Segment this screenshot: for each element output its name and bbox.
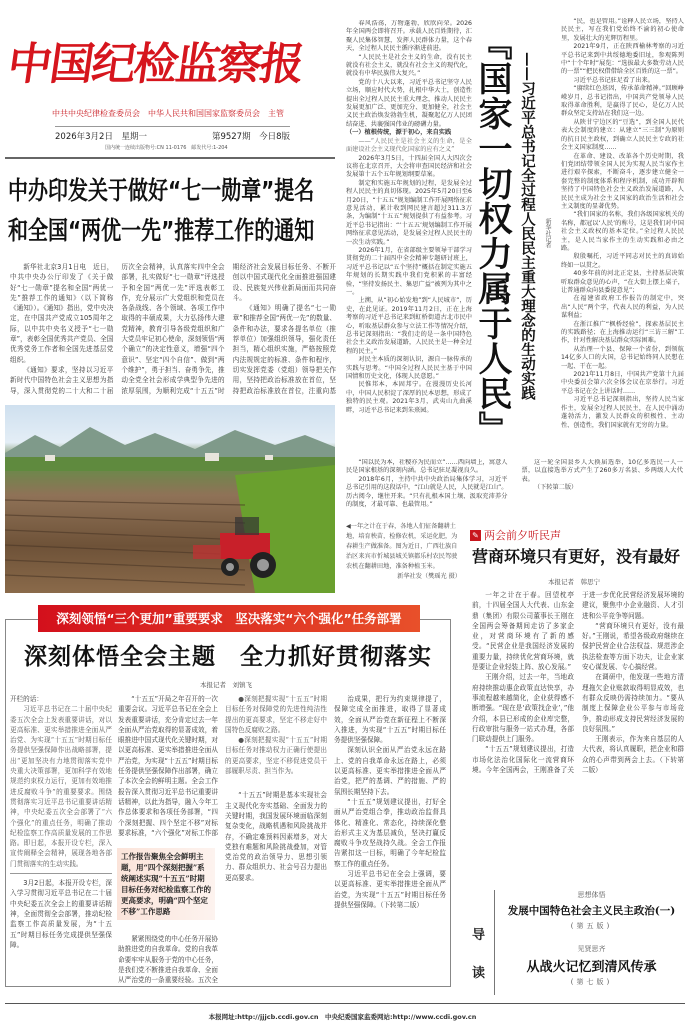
- feature-col-3: [561, 18, 684, 456]
- lead-headline[interactable]: [8, 170, 338, 250]
- plenum-headline[interactable]: 深刻体悟全会主题 全力抓好贯彻落实: [24, 643, 432, 670]
- farm-photo[interactable]: [5, 405, 335, 593]
- paragraph: 党的十八大以来，习近平总书记坚守人民立场，顺应时代大势，扎根中华大土，创造性提出全过程人民民主重大理念，推动人民民主发展更加广泛、更加充分、更加健全，社会主义民主政治焕发勃勃生机，凝聚起亿万人民团结奋进、共襄强国伟业的磅礴力量。: [346, 78, 472, 128]
- paragraph: 新华社北京3月1日电 近日，中共中央办公厅印发了《关于做好“七一勋章”提名和全国“两优一先”推荐工作的通知》（以下简称《通知》）。《通知》指出，党中央决定，在中国共产党成立105周年之际，以中共中央名义授予“七一勋章”，表彰全国优秀共产党员、全国优秀党务工作者和全国先进基层党组织。: [10, 263, 114, 364]
- divider: [5, 157, 335, 159]
- paragraph: “我们国家的名称，我们各级国家机关的名称，都冠以‘人民’的称号，这是我们对中国社会主义政权的基本定位。”全过程人民民主，是人民当家作主的生动实践和必由之路。: [561, 211, 684, 252]
- tractor-field-image: [5, 405, 335, 593]
- paragraph: 深刻认识全面从严治党永远在路上、党的自我革命永远在路上，必须以更高标准、更实举措推进全面从严治党，把严的基调、严的措施、严的氛围长期坚持下去。: [334, 746, 446, 796]
- paragraph: 这一轮全国县乡人大换届选举，10亿多选民一人一票，以直接选举方式产生了260多万名县、乡两级人大代表。: [521, 459, 683, 483]
- paragraph: 在调研中，他发现一些地方清理拖欠企业账款取得明显成效，也有群众反映仍需持续加力。“要从制度上保障企业公平参与市场竞争，推动形成支持民营经济发展的良好氛围。”: [582, 673, 684, 733]
- divider: [5, 1003, 685, 1004]
- epigraph: ——“人民民主是社会主义的生命，是全面建设社会主义现代化国家的应有之义”: [346, 137, 472, 154]
- paragraph: “人民民主是社会主义的生命，没有民主就没有社会主义，就没有社会主义的现代化，就没有中华民族伟大复兴。”: [346, 53, 472, 78]
- feature-subtitle: ——习近平总书记全过程人民民主重大理念的生动实践: [519, 52, 536, 400]
- paragraph: 在浙江推广“枫桥经验”，探索基层民主的实践路径；在上海推动运行“三访三解”工作，针对性解决基层群众实际困难。: [561, 320, 684, 345]
- footer-urls: 本报网址:http://jjjcb.ccdi.gov.cn 中央纪委国家监委网站:http://www.ccdi.gov.cn: [208, 1013, 477, 1021]
- plenum-col-3: [225, 694, 327, 984]
- plenum-col-4: [334, 694, 446, 984]
- guide-title: 发展中国特色社会主义民主政治(一): [507, 905, 676, 917]
- paragraph: 治成果，把行为约束规律提了，保障完成全面推进，取得了显著成效，全面从严治党在新征程上不断深入推进，为实现“十五五”时期目标任务提供坚强保障。: [334, 695, 446, 745]
- plenum-col-2b: [118, 934, 218, 984]
- photo-caption: [346, 522, 461, 582]
- paragraph: 2026年3月5日，十四届全国人大四次会议将在北京召开，大会将审查国民经济和社会发展第十五个五年规划纲要草案。: [346, 154, 472, 179]
- paragraph: 一年之计在于春。回望枕亭前，十四届全国人大代表、山东金鼎（集团）有限公司董事长王刚在全国两会筹备期间走访了多家企业，对营商环境有了新的感受。“民营企业是我国经济发展的重要力量，持续优化营商环境，就是要让企业轻装上阵、放心发展。”: [472, 591, 574, 672]
- paragraph: 《通知》要求，坚持以习近平新时代中国特色社会主义思想为指导，深入贯彻党的二十大和二十届历次全会精神，认真落实四中全会部署，扎实做好“七一勋章”评选授予和全国“两优一先”评选表彰工作，充分展示广大党组织和党员在各条战线、各个领域、各项工作中取得的丰硕成果，大力弘扬伟大建党精神，教育引导各级党组织和广大党员牢记初心使命，深刻领悟“两个确立”的决定性意义，增强“四个意识”、坚定“四个自信”、做到“两个维护”，勇于担当、奋勇争先，推动全党全社会形成学典型争先进的浓厚氛围，为顺利完成“十五五”时期经济社会发展目标任务、不断开创以中国式现代化全面推进强国建设、民族复兴伟业新局面而共同奋斗。: [10, 263, 336, 395]
- plenum-col-1: [10, 694, 112, 984]
- newspaper-logo: 中国纪检监察报: [4, 39, 306, 90]
- paragraph: “十五五”开局之年召开的一次重要会议。习近平总书记在全会上发表重要讲话，充分肯定过去一年全面从严治党取得的显著成效，着眼推进中国式现代化关键时期，对以更高标准、更实举措推进全面从严治党，为实现“十五五”时期目标任务提供坚强保障作出部署，确立了本次全会的鲜明主题。全会工作报告深入贯彻习近平总书记重要讲话精神，以此为指导，融入今年工作总体要求和各项任务部署，“四个深刻把握、四个坚定不移”对标要求标准，“六个强化”对标工作部: [118, 695, 218, 837]
- column-badge: [470, 527, 561, 543]
- column-intro-label: 开栏的话：: [10, 695, 43, 703]
- microphone-icon: ✎: [470, 530, 481, 541]
- paragraph: 对民主本质的深刻认识，源自一脉传承的实践与思考。“中国全过程人民民主基于中国国情和历史文化，体现人民意愿。”: [346, 356, 472, 381]
- feature-title[interactable]: 『国家一切权力属于人民』: [472, 26, 512, 446]
- feature-col-1: [346, 20, 472, 456]
- side-byline: 本报记者 韩思宁: [548, 578, 600, 586]
- guide-title: 从战火记忆到清风传承: [526, 960, 657, 975]
- photo-credit: 新华社发（樊瑶光 摄）: [397, 573, 461, 580]
- issue-number: 第9527期 今日8版: [211, 132, 290, 142]
- feature-byline: 新华社记者: [544, 218, 551, 248]
- paragraph: 紧紧围绕党的中心任务开展协助推进党的自我革命。党的自我革命要牢牢从服务于党的中心任务，是我们党不断推进自我革命、全面从严治党的一条重要经验。五次全: [118, 935, 218, 984]
- paragraph: “十五五”时期是基本实现社会主义现代化夯实基础、全面发力的关键时期，我国发展环境面临深刻复杂变化，战略机遇和风险挑战并存，不确定难预料因素增多，对大党独有难题和风险挑战叠加，对管党治党的政治领导力、思想引领力、群众组织力、社会号召力提出更高要求。: [225, 791, 327, 882]
- side-headline[interactable]: 营商环境只有更好，没有最好: [472, 547, 681, 566]
- paragraph: 在福建省政府工作报告的制定中，突出“人民”两个字，代表人民的利益，为人民谋利益；: [561, 295, 684, 320]
- paragraph: “民，也是管用。”诠释人民立场，坚持人民民主，写在我们党始终不渝的初心使命里，发展壮大的光辉历程里。: [561, 18, 684, 42]
- paragraph: 上溯，从“初心始发地”到“人民城市”，历史，在此见证。2019年11月2日，正在上海考察的习近平总书记来到虹桥街道古北市民中心，听取基层群众参与立法工作等情况介绍，总书记深刻指出：“我们走的是一条中国特色社会主义政治发展道路，人民民主是一种全过程的民主。”: [346, 297, 472, 355]
- paragraph: 在革命、建设、改革各个历史时期，我们党团结带领全国人民为实现人民当家作主进行艰辛探索，不断奋斗，逐步建立健全一套完整的制度体系和程序机制，成功开辟和坚持了中国特色社会主义政治发展道路，人民民主成为社会主义国家的政治生活和社会主义制度的显著优势。: [561, 152, 684, 210]
- column-name: 两会前夕听民声: [484, 529, 561, 542]
- paragraph: “国以民为本，社稷亦为民而立”……西向墙上，寓意人民是国家根基的深刻内涵。总书记驻足凝视良久。: [346, 459, 508, 475]
- paragraph: “赓续红色基因，传承革命精神。”回顾峥嵘岁月，总书记指出，中国共产党领导人民取得革命胜利，是赢得了民心，是亿万人民群众坚定支持站在我们这一边。: [561, 85, 684, 118]
- sponsors: 中共中央纪律检查委员会 中华人民共和国国家监察委员会 主管: [52, 109, 284, 118]
- guide-item[interactable]: [498, 944, 685, 987]
- paragraph: 殷殷嘱托，习近平同志对民主的真谛始终如一以贯之。: [561, 253, 684, 269]
- paragraph: 王刚介绍，过去一年，当地政府持续推动惠企政策直达快享，办事流程越来越简化，企业获得感不断增强。“现在是‘政策找企业’，”他介绍，本县已形成的企业库完整，行政审批与服务一站式办理，各部门联动提供上门服务。: [472, 673, 574, 744]
- plenum-col-2: [118, 694, 218, 838]
- paragraph: 民惟邦本，本固邦宁。在漫漫历史长河中，中国人民积淀了深厚的民本思想，形成了独特的民主观。2021年3月，武夷山九曲溪畔，习近平总书记来到朱熹园。: [346, 381, 472, 414]
- paragraph: 40多年前的河北正定县，主持基层决策听取群众意见的心声，“在大街上摆上桌子，让普通群众向县委提意见”；: [561, 270, 684, 294]
- paragraph: 制定和实施五年规划的过程，是发展全过程人民民主的真切体现。2025年5月20日至6月20日，“十五五”规划编制工作开展网络征求意见活动，累计收到网民建言超过311.3万条，为编制“十五五”规划提供了有益参考。习近平总书记指出：“‘十五五’规划编制工作开展网络征求意见活动，是发展全过程人民民主的一次生动实践。”: [346, 179, 472, 246]
- plenum-banner: 深刻领悟“三个更加”重要要求 坚决落实“六个强化”任务部署: [38, 605, 420, 632]
- issue-date: 2026年3月2日 星期一: [55, 132, 147, 142]
- bullet-point: ●深刻把握实现“十五五”时期目标任务对保障党的先进性纯洁性提出的更高要求，坚定不移走好中国特色反腐败之路。: [225, 695, 327, 734]
- guide-label: 导读: [472, 928, 486, 981]
- paragraph: 2018年6月，主持中共中央政治局集体学习，习近平总书记引用的这段话中，“江山就是人民，人民就是江山”。历古阅今，继往开来。“只有扎根本国土壤、汲取充沛养分的制度，才最可靠、也最管用。”: [346, 475, 508, 509]
- continued-note[interactable]: （下转第二版）: [533, 484, 578, 492]
- section-heading: （一）植根传统，源于初心，来自实践: [346, 129, 452, 137]
- paragraph: 从陕甘宁边区的“豆选”，到全国人民代表大会制度的建立：从建立“三三制”为原则的抗日民主政权，到确立人民民主专政的社会主义国家制度……: [561, 118, 684, 152]
- pull-quote: 工作报告聚焦全会鲜明主题，用“四个深刻把握”系统阐述实现“十五五”时期目标任务对纪检监察工作的更高要求，明确“四个坚定不移”工作思路: [117, 848, 215, 920]
- issn: 国内统一连续出版物号:CN 11-0176 邮发代号:1-204: [105, 145, 228, 151]
- dateline: [55, 126, 290, 142]
- paragraph: 春风浩荡，万物蓬勃，欣欣向荣。2026年全国两会即将召开。承载人民百姓期待，汇聚人民集体智慧，发挥人民群体力量，这个春天，全过程人民民主循序渐进前进。: [346, 20, 472, 53]
- guide-edition: (第五版): [570, 922, 613, 930]
- paragraph: 2026年1月，在省部级主要领导干部学习贯彻党的二十届四中全会精神专题研讨班上，习近平总书记以“五个坚持”概括在制定实施五年规划的长期实践中我们党积累的丰富经验，“坚持发扬民主、集思广益”被列为其中之一。: [346, 246, 472, 296]
- guide-kicker: 见贤思齐: [577, 945, 606, 953]
- side-body: [472, 590, 684, 878]
- paragraph: 习近平总书记在二十届中央纪委五次全会上发表重要讲话，对以更高标准、更实举措推进全面从严治党、为实现“十五五”时期目标任务提供坚强保障作出战略部署，提出“更加坚决有力地贯彻落实党中央重大决策部署，更加科学有效地规范约束权力运行，更加有效地推进反腐败斗争”的重要要求。围绕贯彻落实习近平总书记重要讲话精神，中央纪委五次全会部署了“六个强化”的重点任务，明确了推动纪检监察工作高质量发展的工作思路。即日起，本报开设专栏，深入宣传阐释全会精神，展现各地各部门贯彻落实的生动实践。: [10, 705, 112, 868]
- paragraph: 2021年11月8日，中国共产党第十九届中央委员会第六次全体会议在京举行。习近平总书记在会上讲话时……: [561, 371, 684, 395]
- paragraph: “十五五”规划建议提出，打造市场化法治化国际化一流营商环境。今年全国两会，王刚准备了关于进一步优化民营经济发展环境的建议，聚焦中小企业融资、人才引进和公平竞争等问题。: [472, 591, 684, 775]
- paragraph: 习近平总书记驻足看了出来。: [573, 76, 654, 84]
- paragraph: 《通知》明确了提名“七一勋章”和推荐全国“两优一先”的数量、条件和办法，要求各提名单位（推荐单位）加强组织领导，强化责任担当，精心组织实施，严格按照党内法规规定的标准、条件和程序，切实发挥党委（党组）领导把关作用，坚持把政治标准放在首位，坚持把政治标准放在首位，注重向基: [232, 304, 336, 395]
- paragraph: 2021年9月，正在陕西榆林考察的习近平总书记来到中共绥德地委旧址，参观陈列中“十个年时”展览：“选拔最大多数劳动人民的一票”“把民权借借给全区百姓的这一票”。: [561, 43, 684, 76]
- guide-kicker: 思想体悟: [577, 891, 606, 899]
- guide-edition: (第七版): [570, 978, 613, 986]
- paragraph: 习近平总书记在全会上强调，要以更高标准、更实举措推进全面从严治党，为实现“十五五”时期目标任务提供坚强保障。（下转第二版）: [334, 870, 446, 909]
- headline-line: 中办印发关于做好“七一勋章”提名: [8, 175, 315, 205]
- guide-box: [470, 882, 685, 987]
- lead-body: [10, 262, 336, 398]
- caption-text: ◀一年之计在于春，各地人们征备翻耕土地，培育秧苗，检修农机，采运化肥，为春耕生产做准备。图为近日，广西壮族自治区来宾市忻城县城关镇都乐村农民驾驶农机在翻耕田地，准备种植玉米。: [346, 523, 458, 570]
- headline-line: 和全国“两优一先”推荐工作的通知: [8, 215, 315, 245]
- divider: [494, 890, 495, 995]
- plenum-byline: 本报记者 刘镇飞: [200, 681, 252, 689]
- paragraph: 习近平总书记深刻指出，坚持人民当家作主，发展全过程人民民主，在人民中涌动蓬勃活力，激发人民群众的积极性、主动性、创造性，我们国家就有无穷的力量。: [561, 396, 684, 429]
- guide-item[interactable]: [498, 890, 685, 931]
- feature-closing: [346, 459, 683, 519]
- paragraph: “营商环境只有更好，没有最好。”王刚说，希望各级政府继续在保护民营企业合法权益、规范涉企执法检查等方面下功夫，让企业家安心谋发展、专心搞经营。: [582, 621, 684, 672]
- bullet-point: ●深刻把握实现“十五五”时期目标任务对推动权力正确行使提出的更高要求，坚定不移促进党员干部履职尽责、担当作为。: [225, 736, 327, 776]
- paragraph: 从治理一个县、保障一个省份，到领航14亿多人口的大国，总书记始终同人民想在一起、干在一起。: [561, 345, 684, 370]
- paragraph: 3月2日起，本报开设专栏，深入学习贯彻习近平总书记在二十届中央纪委五次全会上的重要讲话精神，全面贯彻全会部署，推动纪检监察工作高质量发展，为“十五五”时期目标任务完成提供坚强保障。: [10, 873, 112, 950]
- paragraph: “十五五”规划建议提出，打好全面从严治党组合拳，推动政治监督具体化、精准化、常态化，持续深化整治形式主义为基层减负，坚决打赢反腐败斗争攻坚战持久战。全会工作报告紧扣这一目标，明确了今年纪检监察工作的重点任务。: [334, 797, 446, 868]
- paragraph: 王刚表示，作为来自基层的人大代表，将认真履职，把企业和群众的心声带到两会上去。（下转第二版）: [582, 735, 684, 775]
